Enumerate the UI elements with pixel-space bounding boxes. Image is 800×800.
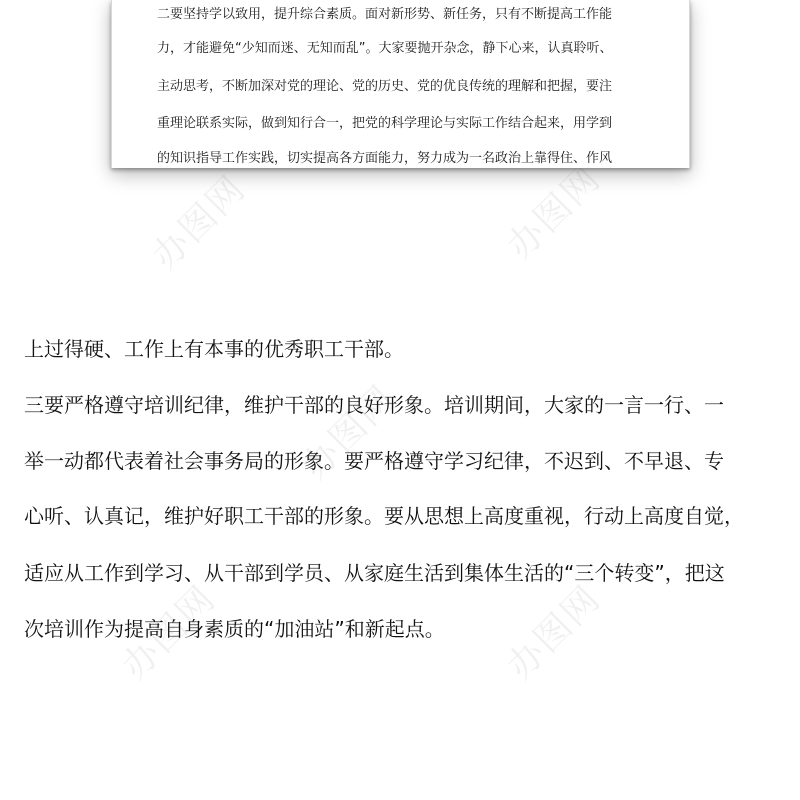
body-text-line: 适应从工作到学习、从干部到学员、从家庭生活到集体生活的“三个转变”，把这	[24, 561, 725, 585]
card-text-line: 力，才能避免“少知而迷、无知而乱”。大家要抛开杂念，静下心来，认真聆听、	[157, 41, 613, 56]
body-text-line: 三要严格遵守培训纪律，维护干部的良好形象。培训期间，大家的一言一行、一	[24, 393, 724, 417]
body-text-line: 举一动都代表着社会事务局的形象。要严格遵守学习纪律，不迟到、不早退、专	[24, 449, 724, 473]
body-text-line: 心听、认真记，维护好职工干部的形象。要从思想上高度重视，行动上高度自觉，	[24, 504, 744, 528]
card-text-line: 重理论联系实际，做到知行合一，把党的科学理论与实际工作结合起来，用学到	[157, 116, 613, 131]
card-text-line: 的知识指导工作实践，切实提高各方面能力，努力成为一名政治上靠得住、作风	[157, 151, 613, 166]
watermark: 办图网	[294, 377, 404, 488]
card-text-line: 二要坚持学以致用，提升综合素质。面对新形势、新任务，只有不断提高工作能	[157, 7, 613, 22]
document-page-card	[111, 0, 690, 168]
body-text-line: 次培训作为提高自身素质的“加油站”和新起点。	[24, 617, 445, 641]
watermark: 办图网	[144, 167, 254, 278]
watermark: 办图网	[499, 577, 609, 688]
body-text-line: 上过得硬、工作上有本事的优秀职工干部。	[24, 337, 404, 361]
card-text-line: 主动思考，不断加深对党的理论、党的历史、党的优良传统的理解和把握，要注	[157, 79, 613, 94]
watermark: 办图网	[499, 157, 609, 268]
watermark: 办图网	[114, 577, 224, 688]
